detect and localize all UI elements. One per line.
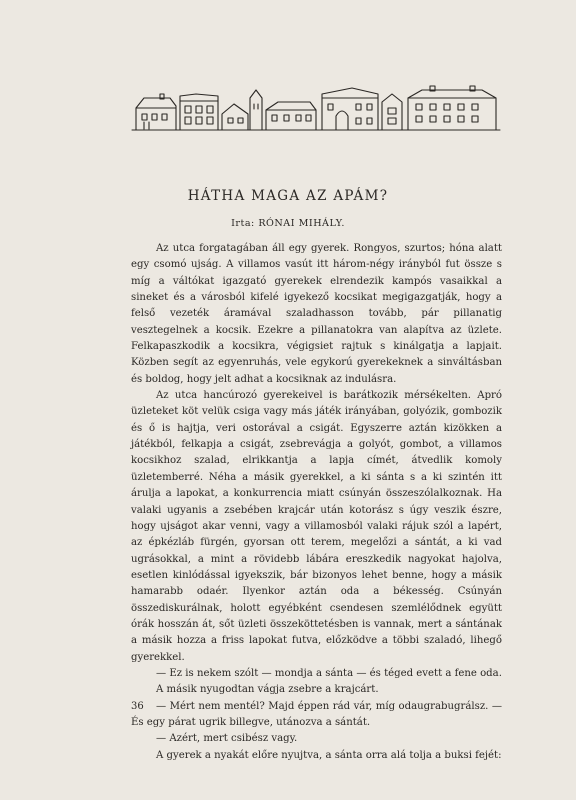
story-title: HÁTHA MAGA AZ APÁM?	[187, 188, 389, 204]
author-byline: Irta: RÓNAI MIHÁLY.	[231, 218, 345, 229]
paragraph: A másik nyugodtan vágja zsebre a krajcárt.	[156, 684, 379, 696]
town-vignette-illustration	[130, 84, 502, 134]
paragraph: — Ez is nekem szólt — mondja a sánta — és téged evett a fene oda.	[156, 667, 502, 679]
paragraph: Az utca hancúrozó gyerekeivel is barátkozik mérsékelten. Apró üzleteket köt velük csiga vagy más játék irányában, golyózik, gombozik és ő is hajtja, veri ostorával a csigát. Egyszerre aztán kizökken a játékból, felkapja a csigát, zsebrevágja a golyót, gombot, a villamos kocsikhoz szalad, elrikkantja a lapja címét, átvedlik komoly üzletemberré. Néha a másik gyerekkel, a ki sánta s a ki szintén itt árulja a lapokat, a konkurrencia miatt csúnyán összeszólalkoznak. Ha valaki ugyanis a zsebében krajcár után kotorász s úgy veszik észre, hogy ujságot akar venni, vagy a villamosból valaki rájuk szól a lapért, az épkézláb fürgén, gyorsan ott terem, megelőzi a sántát, a ki vad ugrásokkal, a mint a rövidebb lábára ereszkedik nagyokat hajolva, esetlen kinlódással igyekszik, bár bizonyos lehet benne, hogy a másik hamarabb odaér. Ilyenkor aztán oda a békesség. Csúnyán összediskurálnak, holott egyébként csendesen szemlélődnek együtt órák hosszán át, sőt üzleti összeköttetésben is vannak, mert a sántának a másik hozza a friss lapokat futva, előzködve a többi szaladó, lihegő gyerekkel.	[131, 390, 502, 663]
paragraph: Az utca forgatagában áll egy gyerek. Rongyos, szurtos; hóna alatt egy csomó ujság. A villamos vasút itt három-négy irányból fut össze s míg a váltókat igazgató gyerekek elrendezik kampós vasaikkal a sineket és a városból kifelé igyekező kocsikat megigazgatják, hogy a felső vezeték áramával szaladhasson tovább, pár pillanatig vesztegelnek a kocsik. Ezekre a pillanatokra van alapítva az üzlete. Felkapaszkodik a kocsikra, végigsiet rajtuk s kinálgatja a lapjait. Közben segít az egyenruhás, vele egykorú gyerekeknek a sinváltásban és boldog, hogy jelt adhat a kocsiknak az indulásra.	[131, 243, 502, 385]
page-number: 36	[131, 701, 144, 712]
paragraph: — Azért, mert csibész vagy.	[156, 733, 298, 745]
paragraph: A gyerek a nyakát előre nyujtva, a sánta orra alá tolja a buksi fejét:	[156, 749, 502, 761]
paragraph: — Mért nem mentél? Majd éppen rád vár, míg odaugrabugrálsz. — És egy párat ugrik billegve, utánozva a sántát.	[131, 700, 502, 728]
story-body	[131, 241, 502, 764]
